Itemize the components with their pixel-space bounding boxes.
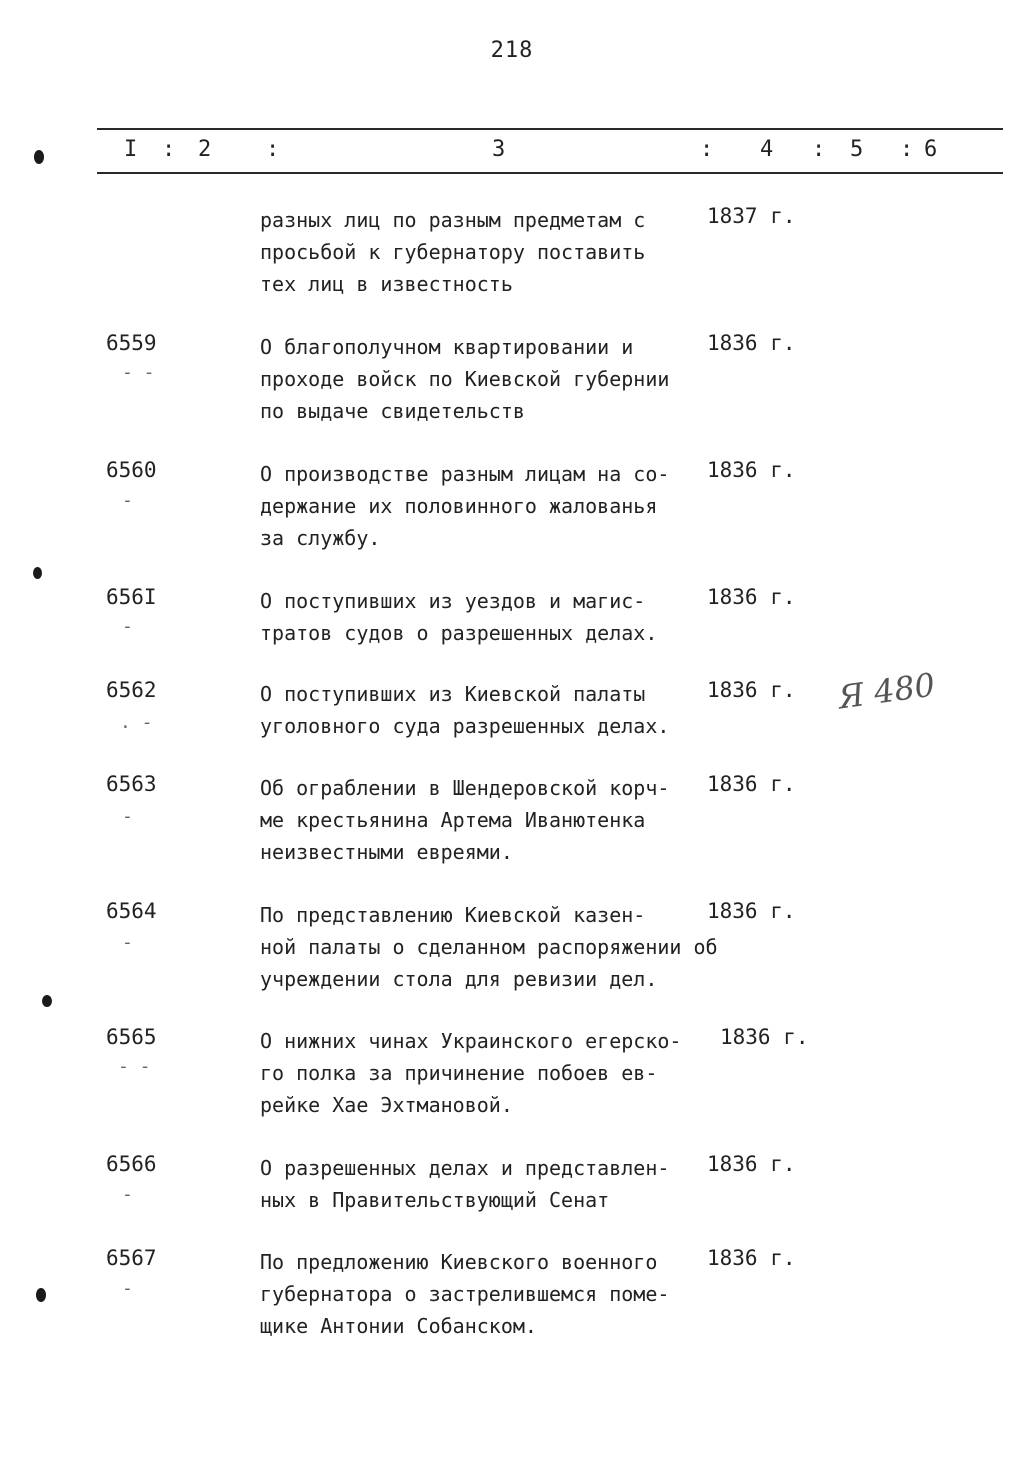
handwritten-signature: Я 480 (835, 665, 938, 717)
entry-description (260, 585, 657, 649)
header-col-2: 2 (198, 137, 212, 162)
entry-description (260, 458, 669, 554)
entry-description (260, 678, 669, 742)
entry-number: 6562 (106, 678, 157, 702)
entry-year: 1836 г. (707, 585, 796, 609)
header-col-1: I (124, 137, 138, 162)
desc-line: губернатора о застрелившемся поме- (260, 1282, 670, 1306)
desc-line: О поступивших из уездов и магис- (260, 589, 646, 613)
entry-year: 1836 г. (707, 331, 796, 355)
entry-year: 1836 г. (707, 458, 796, 482)
entry-number: 6563 (106, 772, 157, 796)
desc-line: По представлению Киевской казен- (260, 903, 646, 927)
table-rule-bottom (97, 172, 1003, 174)
header-separator: : (700, 137, 714, 162)
entry-description (260, 1025, 681, 1121)
desc-line: уголовного суда разрешенных делах. (260, 714, 670, 738)
dash-mark: - - (118, 1056, 151, 1077)
dash-mark: - (122, 932, 133, 953)
desc-line: держание их половинного жалованья (260, 494, 658, 518)
entry-number: 6564 (106, 899, 157, 923)
desc-line: тех лиц в известность (260, 272, 513, 296)
header-col-4: 4 (760, 137, 774, 162)
entry-number: 6559 (106, 331, 157, 355)
desc-line: го полка за причинение побоев ев- (260, 1061, 658, 1085)
desc-line: учреждении стола для ревизии дел. (260, 967, 658, 991)
dash-mark: - (122, 1184, 133, 1205)
entry-year: 1836 г. (707, 1152, 796, 1176)
desc-line: щике Антонии Собанском. (260, 1314, 537, 1338)
entry-year: 1836 г. (720, 1025, 809, 1049)
header-col-6: 6 (924, 137, 938, 162)
desc-line: неизвестными евреями. (260, 840, 513, 864)
dash-mark: - - (122, 362, 155, 383)
table-rule-top (97, 128, 1003, 130)
desc-line: ных в Правительствующий Сенат (260, 1188, 610, 1212)
dash-mark: - (122, 616, 133, 637)
desc-line: просьбой к губернатору поставить (260, 240, 646, 264)
entry-description (260, 204, 645, 300)
desc-line: рейке Хае Эхтмановой. (260, 1093, 513, 1117)
entry-number: 6567 (106, 1246, 157, 1270)
desc-line: за службу. (260, 526, 381, 550)
desc-line: О нижних чинах Украинского егерско- (260, 1029, 682, 1053)
entry-year: 1836 г. (707, 772, 796, 796)
dash-mark: - (122, 806, 133, 827)
header-separator: : (266, 137, 280, 162)
entry-description (260, 1246, 669, 1342)
entry-description (260, 1152, 669, 1216)
header-separator: : (162, 137, 176, 162)
header-separator: : (812, 137, 826, 162)
page-number: 218 (490, 38, 534, 63)
entry-year: 1836 г. (707, 1246, 796, 1270)
desc-line: проходе войск по Киевской губернии (260, 367, 670, 391)
desc-line: ме крестьянина Артема Иванютенка (260, 808, 646, 832)
punch-hole-mark (34, 150, 44, 164)
entry-description (260, 331, 669, 427)
header-col-5: 5 (850, 137, 864, 162)
punch-hole-mark (33, 567, 42, 579)
entry-year: 1836 г. (707, 899, 796, 923)
header-col-3: 3 (492, 137, 506, 162)
entry-year: 1837 г. (707, 204, 796, 228)
desc-line: разных лиц по разным предметам с (260, 208, 646, 232)
entry-number: 6566 (106, 1152, 157, 1176)
dash-mark: . - (120, 712, 153, 733)
desc-line: Об ограблении в Шендеровской корч- (260, 776, 670, 800)
desc-line: О разрешенных делах и представлен- (260, 1156, 670, 1180)
punch-hole-mark (42, 995, 52, 1007)
entry-number: 656I (106, 585, 157, 609)
entry-year: 1836 г. (707, 678, 796, 702)
desc-line: О производстве разным лицам на со- (260, 462, 670, 486)
entry-description (260, 772, 669, 868)
desc-line: О поступивших из Киевской палаты (260, 682, 646, 706)
dash-mark: - (122, 490, 133, 511)
desc-line: тратов судов о разрешенных делах. (260, 621, 658, 645)
entry-number: 6565 (106, 1025, 157, 1049)
desc-line: По предложению Киевского военного (260, 1250, 658, 1274)
desc-line: О благополучном квартировании и (260, 335, 634, 359)
desc-line: по выдаче свидетельств (260, 399, 525, 423)
punch-hole-mark (36, 1288, 46, 1302)
dash-mark: - (122, 1278, 133, 1299)
entry-description (260, 899, 718, 995)
desc-line: ной палаты о сделанном распоряжении об (260, 935, 718, 959)
entry-number: 6560 (106, 458, 157, 482)
header-separator: : (900, 137, 914, 162)
